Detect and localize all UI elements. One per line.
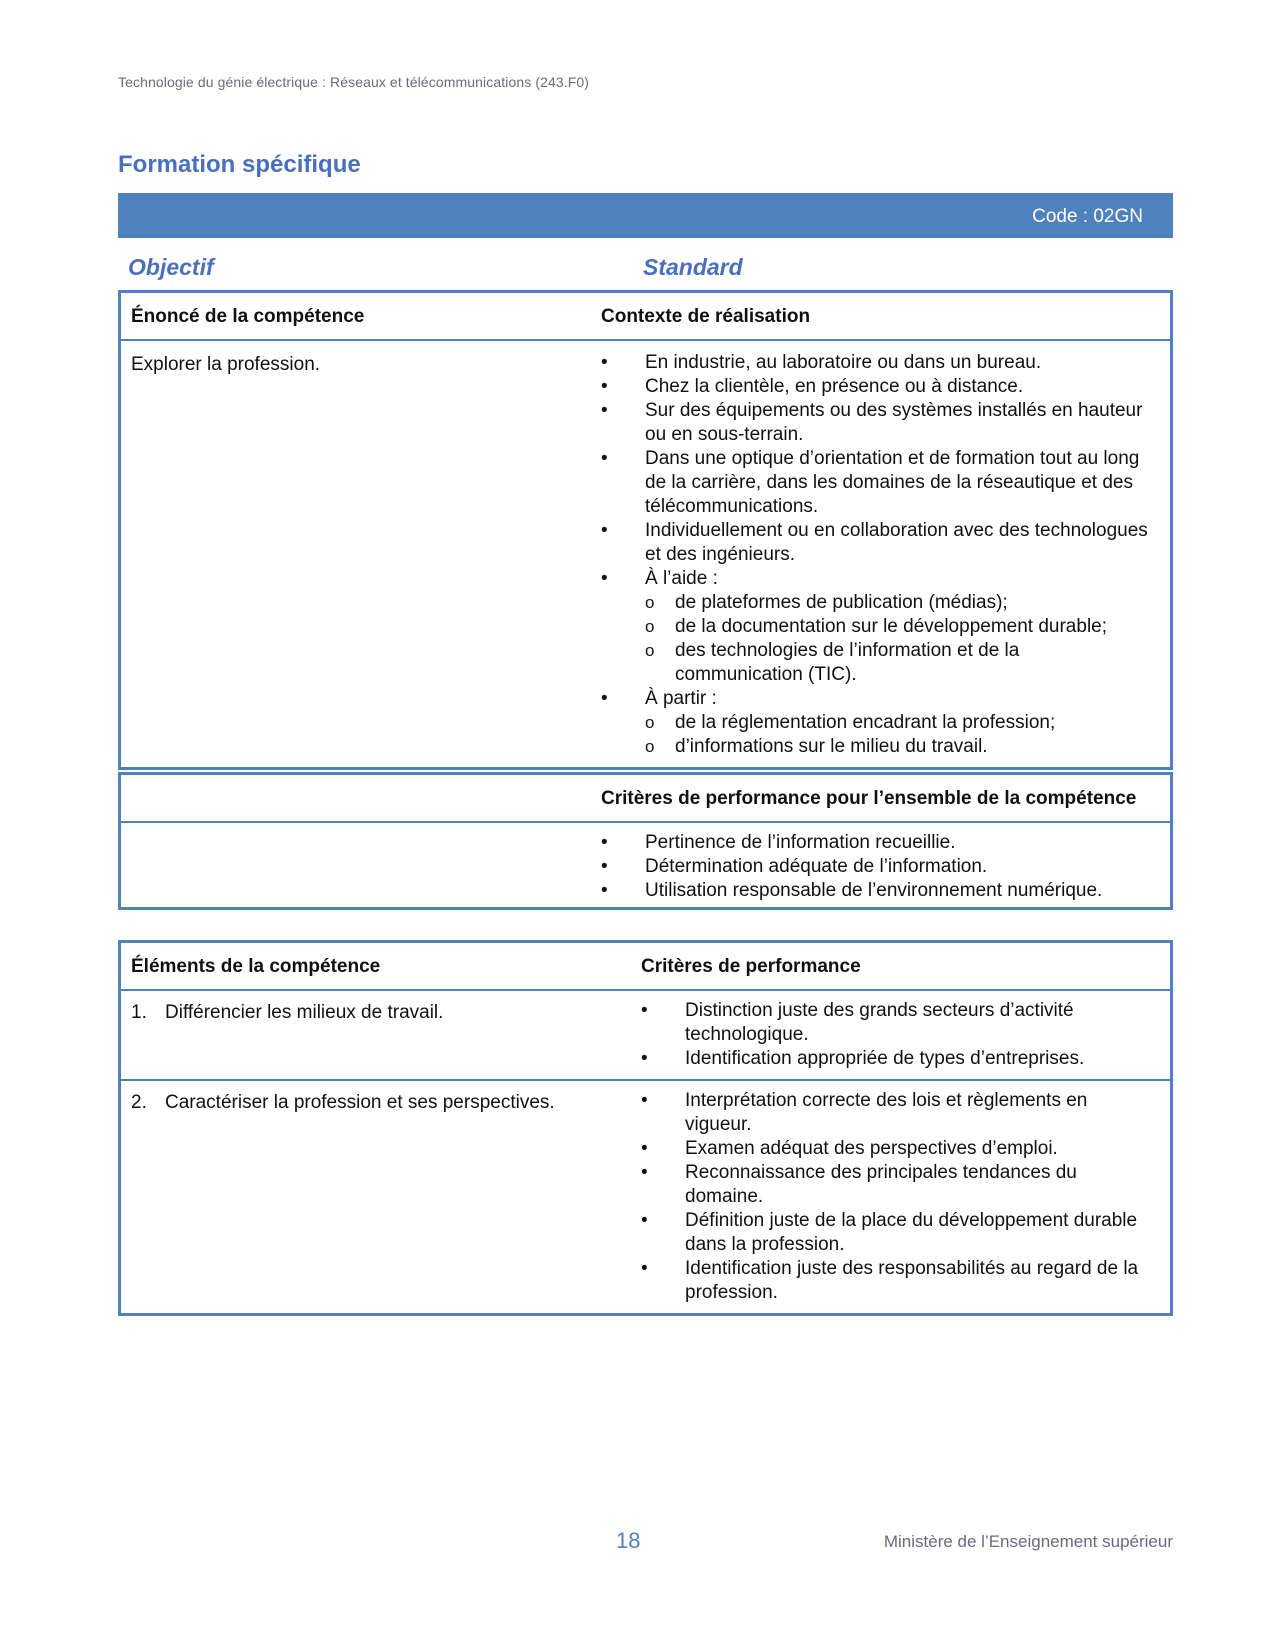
- list-item: • Sur des équipements ou des systèmes installés en hauteur ou en sous-terrain.: [601, 399, 1152, 447]
- element-2-criteria: [641, 1089, 1152, 1305]
- list-item: • Définition juste de la place du développement durable dans la profession.: [641, 1209, 1152, 1257]
- competency-statement: Explorer la profession.: [131, 354, 321, 375]
- list-item: • Utilisation responsable de l’environnement numérique.: [601, 879, 1152, 903]
- objective-heading: Objectif: [128, 254, 214, 280]
- standard-heading: Standard: [643, 254, 743, 280]
- list-item: • Reconnaissance des principales tendances du domaine.: [641, 1161, 1152, 1209]
- footer-ministry: Ministère de l’Enseignement supérieur: [883, 1532, 1173, 1551]
- overall-criteria-header: Critères de performance pour l’ensemble de la compétence: [601, 774, 1172, 823]
- sub-list-item: o des technologies de l’information et de la communication (TIC).: [645, 639, 1152, 687]
- objective-standard-row: [118, 254, 1173, 284]
- list-item: • Pertinence de l’information recueillie.: [601, 831, 1152, 855]
- list-item: • Chez la clientèle, en présence ou à distance.: [601, 375, 1152, 399]
- sub-list-item: o de plateformes de publication (médias);: [645, 591, 1152, 615]
- sub-list-aide: [645, 591, 1152, 687]
- list-item: [601, 567, 1152, 687]
- sub-list-item: o de la réglementation encadrant la profession;: [645, 711, 1152, 735]
- element-1: [120, 990, 642, 1080]
- list-item: • Détermination adéquate de l’information.: [601, 855, 1152, 879]
- list-item: • Dans une optique d’orientation et de formation tout au long de la carrière, dans les domaines de la réseautique et des télécommunications.: [601, 447, 1152, 519]
- competency-code: Code : 02GN: [1032, 206, 1143, 227]
- elements-header: Éléments de la compétence: [120, 942, 642, 991]
- empty-cell: [120, 774, 602, 823]
- element-label: Différencier les milieux de travail.: [165, 1002, 444, 1023]
- list-item: • Identification juste des responsabilités au regard de la profession.: [641, 1257, 1152, 1305]
- element-number: 1.: [131, 1002, 147, 1023]
- sub-list-item: o d’informations sur le milieu du travail.: [645, 735, 1152, 759]
- element-1-criteria: [641, 999, 1152, 1071]
- code-bar: [118, 193, 1173, 238]
- list-item: • Distinction juste des grands secteurs d’activité technologique.: [641, 999, 1152, 1047]
- sub-list-partir: [645, 711, 1152, 759]
- section-title: Formation spécifique: [118, 151, 361, 178]
- list-item-label: À partir :: [645, 688, 717, 709]
- overall-criteria-list: [601, 831, 1152, 903]
- criteria-header: Critères de performance: [641, 942, 1172, 991]
- list-item: [601, 687, 1152, 759]
- statement-context-table: [118, 290, 1173, 770]
- list-item: • Identification appropriée de types d’entreprises.: [641, 1047, 1152, 1071]
- page-number: 18: [616, 1528, 641, 1553]
- list-item: • Examen adéquat des perspectives d’emploi.: [641, 1137, 1152, 1161]
- element-label: Caractériser la profession et ses perspectives.: [165, 1092, 555, 1113]
- list-item: • En industrie, au laboratoire ou dans un bureau.: [601, 351, 1152, 375]
- context-header: Contexte de réalisation: [601, 292, 1172, 341]
- context-list: [601, 351, 1152, 759]
- statement-header: Énoncé de la compétence: [120, 292, 602, 341]
- empty-cell: [120, 822, 602, 909]
- list-item: • Individuellement ou en collaboration avec des technologues et des ingénieurs.: [601, 519, 1152, 567]
- list-item-label: À l’aide :: [645, 568, 718, 589]
- sub-list-item: o de la documentation sur le développement durable;: [645, 615, 1152, 639]
- element-number: 2.: [131, 1092, 147, 1113]
- overall-criteria-table: [118, 772, 1173, 910]
- elements-criteria-table: [118, 940, 1173, 1316]
- running-header: Technologie du génie électrique : Réseaux et télécommunications (243.F0): [118, 74, 590, 90]
- element-2: [120, 1080, 642, 1315]
- list-item: • Interprétation correcte des lois et règlements en vigueur.: [641, 1089, 1152, 1137]
